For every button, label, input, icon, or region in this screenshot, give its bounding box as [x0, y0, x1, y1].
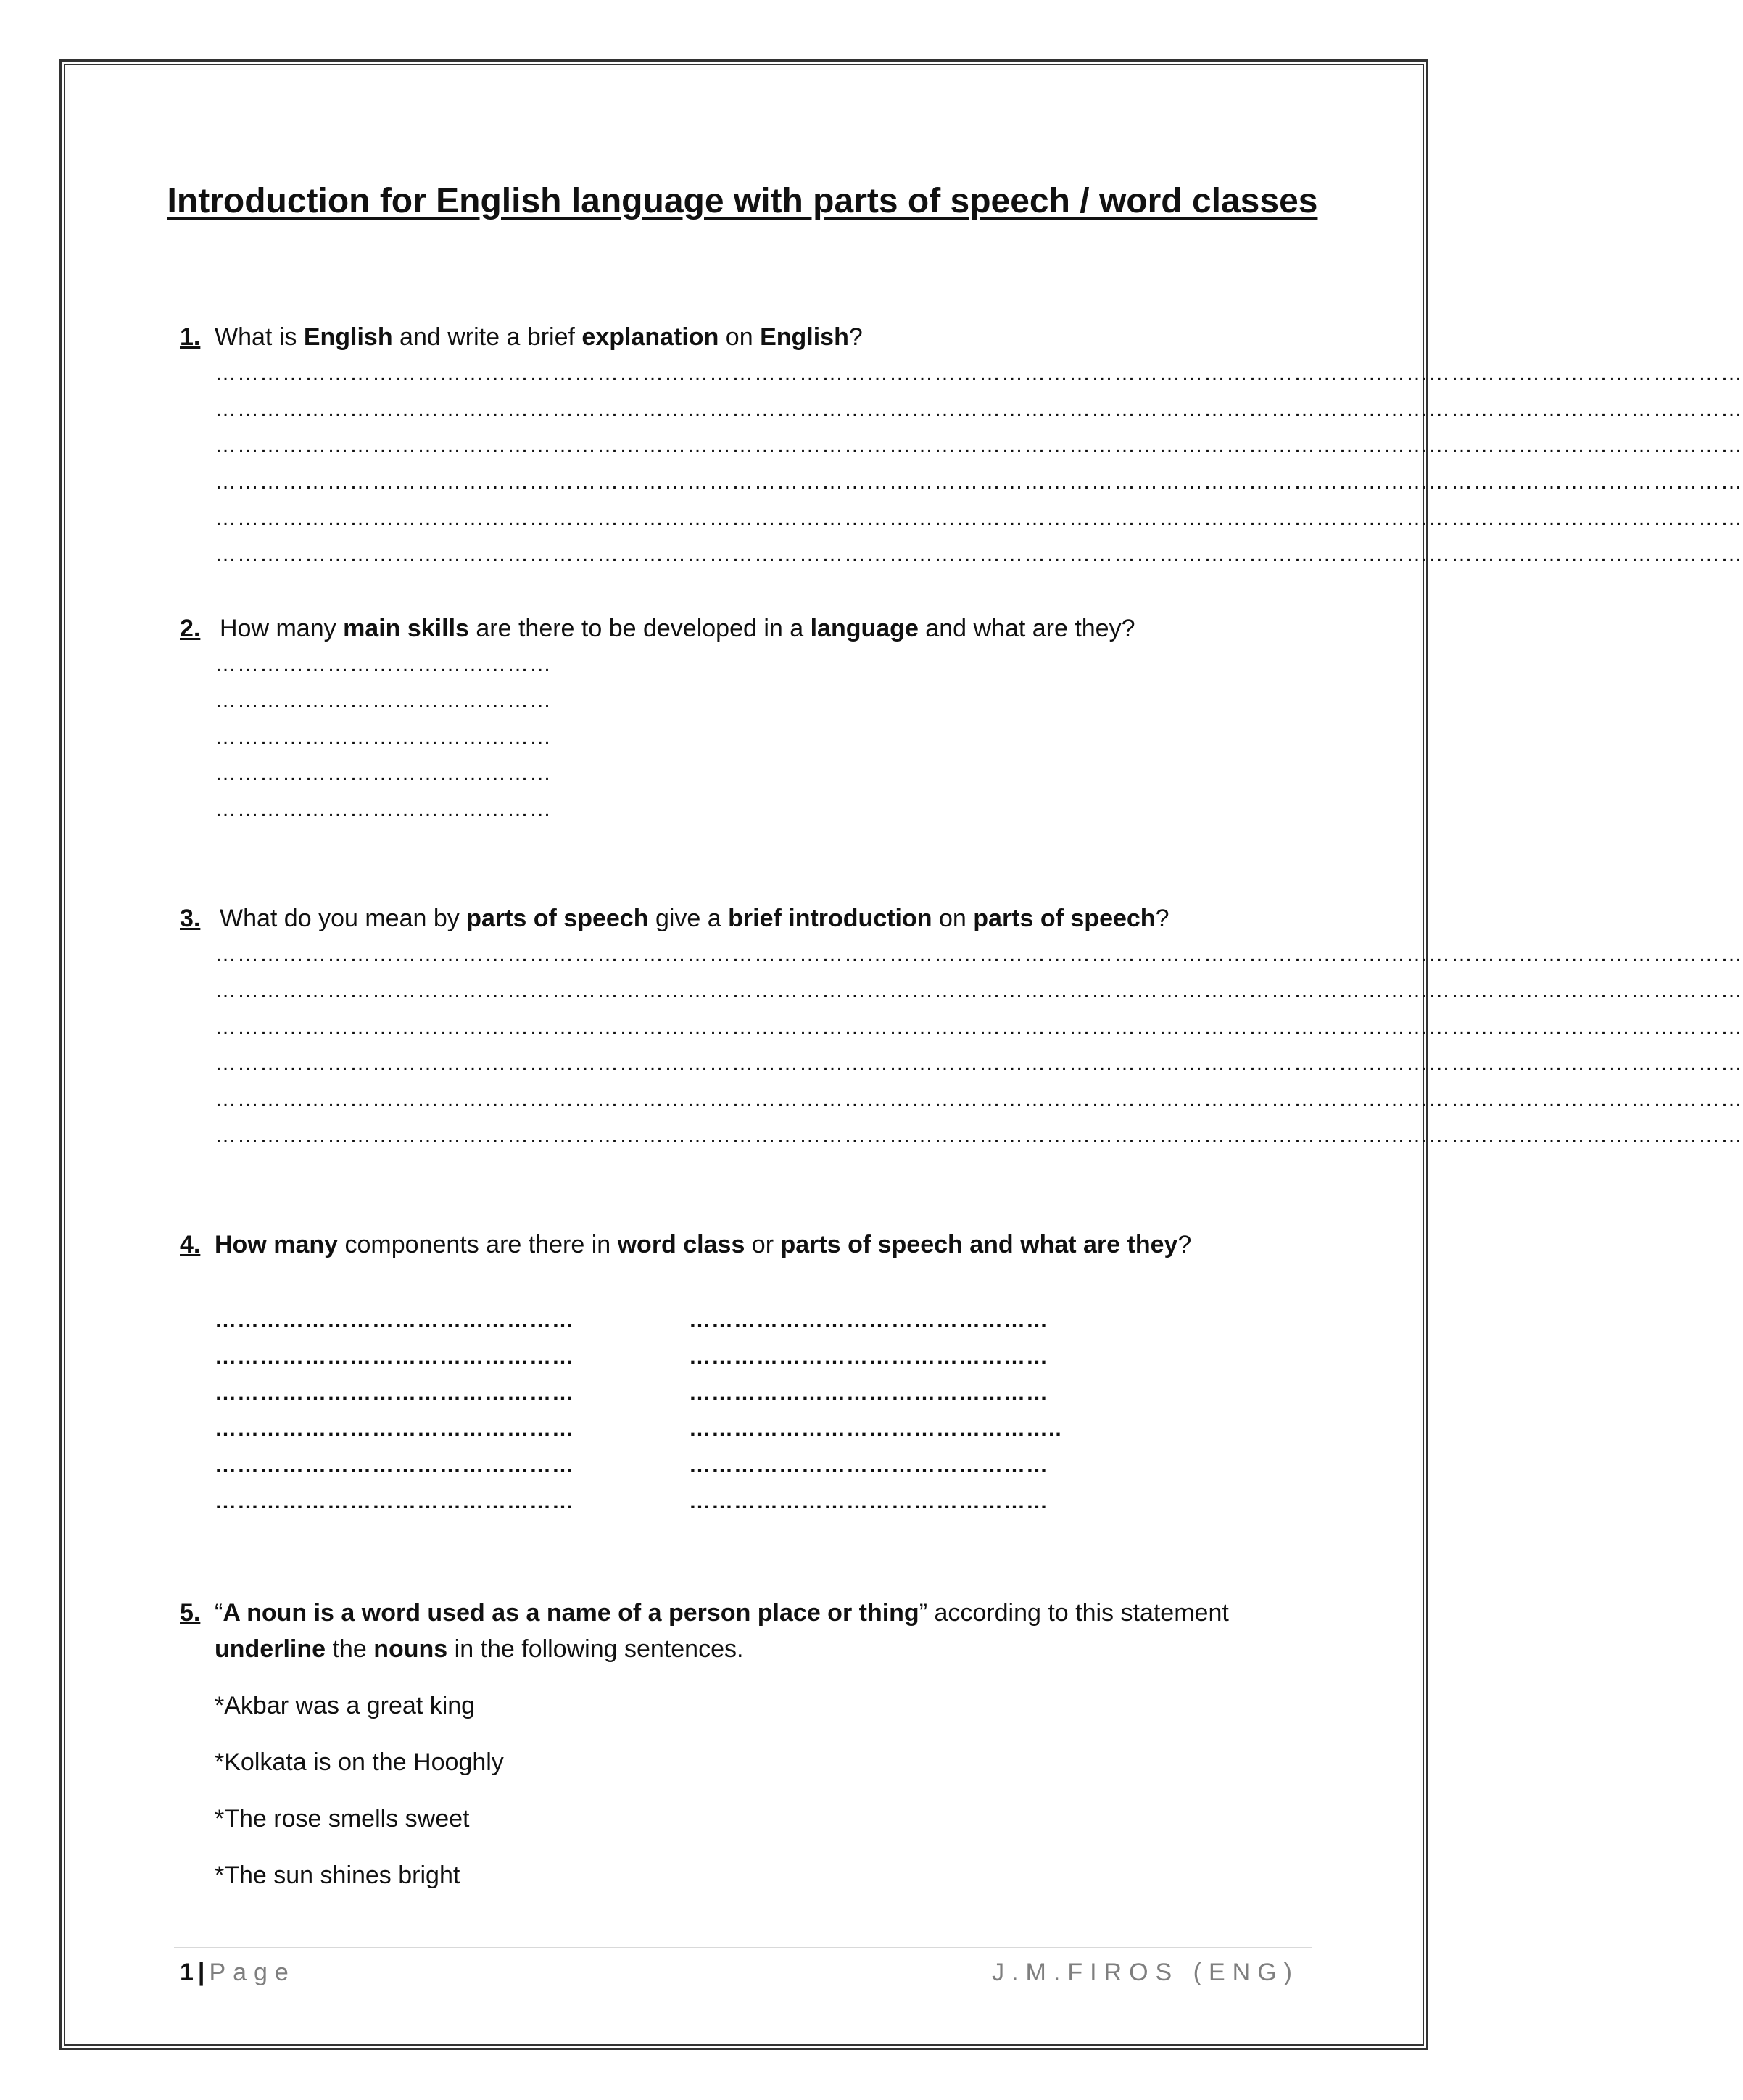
answer-line[interactable]: …………………………………………………………………………………………………………………………………………………………………………………… [215, 979, 1743, 1003]
answer-line[interactable]: …………………………………………………………………………………………………………………………………………………………………………………… [215, 1124, 1743, 1147]
answer-line[interactable]: ……………………………………… [215, 652, 552, 676]
question-2: 2. How many main skills are there to be developed in a language and what are they? [180, 610, 1311, 647]
answer-line[interactable]: ……………………………………… [215, 761, 552, 785]
answer-line[interactable]: …………………………………………………………………………………………………………………………………………………………………………………… [215, 361, 1743, 385]
answer-line[interactable]: …………………………………………………………………………………………………………………………………………………………………………………… [215, 1051, 1743, 1075]
answer-line[interactable]: …………………………………………………………………………………………………………………………………………………………………………………… [215, 397, 1743, 421]
answer-line[interactable]: ………………………………………… [689, 1345, 1048, 1369]
page-number: 1 | Page [180, 1959, 296, 1986]
answer-line[interactable]: …………………………………………………………………………………………………………………………………………………………………………………… [215, 542, 1743, 566]
question-5: 5. “A noun is a word used as a name of a person place or thing” according to this statement underline the nouns in the following sentences. [180, 1595, 1311, 1667]
answer-line[interactable]: …………………………………………………………………………………………………………………………………………………………………………………… [215, 942, 1743, 966]
answer-line[interactable]: ………………………………………… [215, 1417, 574, 1441]
example-sentence: *The rose smells sweet [215, 1805, 470, 1833]
answer-line[interactable]: ……………………………………… [215, 689, 552, 713]
example-sentence: *The sun shines bright [215, 1862, 460, 1889]
answer-line[interactable]: …………………………………………………………………………………………………………………………………………………………………………………… [215, 1087, 1743, 1111]
answer-line[interactable]: ………………………………………… [215, 1308, 574, 1332]
footer-divider [174, 1947, 1312, 1948]
answer-line[interactable]: ………………………………………… [689, 1381, 1048, 1405]
example-sentence: *Kolkata is on the Hooghly [215, 1748, 504, 1776]
answer-line[interactable]: …………………………………………………………………………………………………………………………………………………………………………………… [215, 433, 1743, 457]
answer-line[interactable]: ………………………………………… [215, 1490, 574, 1514]
answer-line[interactable]: ……………………………………… [215, 797, 552, 821]
answer-line[interactable]: ………………………………………….. [689, 1417, 1062, 1441]
question-1: 1. What is English and write a brief explanation on English? [180, 319, 1311, 355]
answer-line[interactable]: …………………………………………………………………………………………………………………………………………………………………………………… [215, 1015, 1743, 1039]
answer-line[interactable]: ………………………………………… [689, 1308, 1048, 1332]
question-number: 5. [180, 1599, 201, 1627]
answer-line[interactable]: ………………………………………… [689, 1490, 1048, 1514]
example-sentence: *Akbar was a great king [215, 1692, 476, 1719]
question-number: 1. [180, 323, 201, 351]
question-number: 4. [180, 1231, 201, 1258]
question-number: 2. [180, 615, 201, 642]
answer-line[interactable]: ………………………………………… [215, 1381, 574, 1405]
question-3: 3. What do you mean by parts of speech give a brief introduction on parts of speech? [180, 900, 1311, 937]
answer-line[interactable]: …………………………………………………………………………………………………………………………………………………………………………………… [215, 470, 1743, 494]
question-number: 3. [180, 905, 201, 932]
document-title: Introduction for English language with parts of speech / word classes [167, 182, 1318, 220]
answer-line[interactable]: ………………………………………… [215, 1453, 574, 1477]
answer-line[interactable]: ………………………………………… [689, 1453, 1048, 1477]
question-4: 4. How many components are there in word class or parts of speech and what are they? [180, 1227, 1311, 1263]
answer-line[interactable]: ………………………………………… [215, 1345, 574, 1369]
answer-line[interactable]: …………………………………………………………………………………………………………………………………………………………………………………… [215, 506, 1743, 530]
author-credit: J.M.FIROS (ENG) [992, 1959, 1299, 1986]
answer-line[interactable]: ……………………………………… [215, 725, 552, 749]
